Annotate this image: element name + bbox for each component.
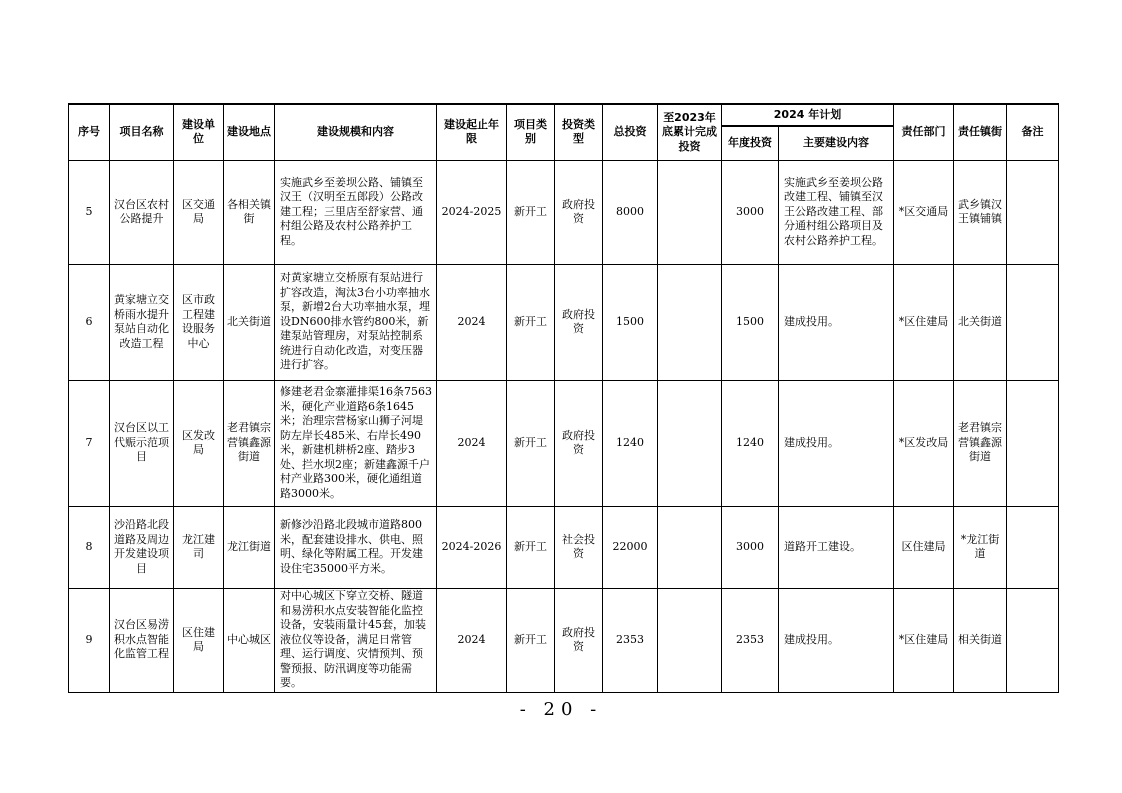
cell-name: 汉台区农村公路提升 — [110, 160, 174, 264]
cell-cumulative — [658, 380, 722, 506]
cell-location: 龙江街道 — [224, 506, 275, 588]
page-number: - 20 - — [519, 699, 603, 720]
cell-category: 新开工 — [507, 380, 555, 506]
cell-name: 黄家塘立交桥雨水提升泵站自动化改造工程 — [110, 264, 174, 380]
cell-period: 2024 — [437, 264, 507, 380]
cell-scope: 修建老君金寨灌排渠16条7563米，硬化产业道路6条1645米；治理宗营杨家山狮子河堤防左岸长485米、右岸长490米，新建机耕桥2座、踏步3处、拦水坝2座；新建鑫源千户村产业路300米，硬化通组道路3000米。 — [275, 380, 437, 506]
cell-unit: 区交通局 — [174, 160, 224, 264]
cell-category: 新开工 — [507, 264, 555, 380]
cell-category: 新开工 — [507, 506, 555, 588]
cell-main-content: 建成投用。 — [779, 588, 894, 692]
header-main-content: 主要建设内容 — [779, 126, 894, 160]
cell-name: 汉台区以工代赈示范项目 — [110, 380, 174, 506]
cell-annual: 3000 — [722, 506, 779, 588]
cell-main-content: 道路开工建设。 — [779, 506, 894, 588]
cell-scope: 对中心城区下穿立交桥、隧道和易涝积水点安装智能化监控设备，安装雨量计45套，加装液位仪等设备，满足日常管理、运行调度、灾情预判、预警预报、防汛调度等功能需要。 — [275, 588, 437, 692]
cell-remark — [1007, 160, 1059, 264]
cell-main-content: 建成投用。 — [779, 380, 894, 506]
cell-name: 汉台区易涝积水点智能化监管工程 — [110, 588, 174, 692]
cell-annual: 1240 — [722, 380, 779, 506]
header-cumulative: 至2023年底累计完成投资 — [658, 104, 722, 160]
cell-invest-type: 政府投资 — [555, 380, 603, 506]
project-table — [68, 103, 1059, 693]
cell-location: 中心城区 — [224, 588, 275, 692]
cell-seq: 6 — [69, 264, 110, 380]
cell-remark — [1007, 264, 1059, 380]
table-row — [69, 588, 1059, 692]
header-scope: 建设规模和内容 — [275, 104, 437, 160]
cell-remark — [1007, 588, 1059, 692]
cell-town: 相关街道 — [954, 588, 1007, 692]
header-category: 项目类别 — [507, 104, 555, 160]
cell-unit: 区市政工程建设服务中心 — [174, 264, 224, 380]
cell-seq: 9 — [69, 588, 110, 692]
table-row — [69, 506, 1059, 588]
cell-total: 1240 — [603, 380, 658, 506]
cell-seq: 5 — [69, 160, 110, 264]
cell-remark — [1007, 380, 1059, 506]
cell-unit: 区住建局 — [174, 588, 224, 692]
cell-period: 2024 — [437, 588, 507, 692]
cell-location: 北关街道 — [224, 264, 275, 380]
cell-seq: 8 — [69, 506, 110, 588]
cell-town: 老君镇宗营镇鑫源街道 — [954, 380, 1007, 506]
cell-cumulative — [658, 160, 722, 264]
cell-cumulative — [658, 506, 722, 588]
header-name: 项目名称 — [110, 104, 174, 160]
cell-period: 2024-2026 — [437, 506, 507, 588]
cell-unit: 龙江建司 — [174, 506, 224, 588]
cell-location: 各相关镇街 — [224, 160, 275, 264]
cell-cumulative — [658, 588, 722, 692]
cell-location: 老君镇宗营镇鑫源街道 — [224, 380, 275, 506]
header-unit: 建设单位 — [174, 104, 224, 160]
cell-scope: 对黄家塘立交桥原有泵站进行扩容改造，淘汰3台小功率抽水泵，新增2台大功率抽水泵，埋设DN600排水管约800米，新建泵站管理房，对泵站控制系统进行自动化改造，对变压器进行扩容。 — [275, 264, 437, 380]
header-location: 建设地点 — [224, 104, 275, 160]
cell-scope: 实施武乡至姜坝公路、铺镇至汉王（汉明至五郎段）公路改建工程；三里店至舒家营、通村组公路及农村公路养护工程。 — [275, 160, 437, 264]
header-remark: 备注 — [1007, 104, 1059, 160]
cell-invest-type: 社会投资 — [555, 506, 603, 588]
cell-town: 武乡镇汉王镇铺镇 — [954, 160, 1007, 264]
header-seq: 序号 — [69, 104, 110, 160]
header-plan-group: 2024 年计划 — [722, 104, 894, 126]
header-town: 责任镇街 — [954, 104, 1007, 160]
table-row — [69, 380, 1059, 506]
cell-remark — [1007, 506, 1059, 588]
table-row — [69, 264, 1059, 380]
cell-total: 8000 — [603, 160, 658, 264]
cell-unit: 区发改局 — [174, 380, 224, 506]
cell-annual: 3000 — [722, 160, 779, 264]
cell-invest-type: 政府投资 — [555, 160, 603, 264]
header-annual: 年度投资 — [722, 126, 779, 160]
cell-dept: 区住建局 — [894, 506, 954, 588]
cell-town: 北关街道 — [954, 264, 1007, 380]
table-row — [69, 160, 1059, 264]
cell-period: 2024-2025 — [437, 160, 507, 264]
cell-main-content: 建成投用。 — [779, 264, 894, 380]
cell-seq: 7 — [69, 380, 110, 506]
cell-annual: 2353 — [722, 588, 779, 692]
header-dept: 责任部门 — [894, 104, 954, 160]
cell-dept: *区住建局 — [894, 588, 954, 692]
cell-cumulative — [658, 264, 722, 380]
cell-annual: 1500 — [722, 264, 779, 380]
cell-period: 2024 — [437, 380, 507, 506]
cell-main-content: 实施武乡至姜坝公路改建工程、铺镇至汉王公路改建工程、部分通村组公路项目及农村公路养护工程。 — [779, 160, 894, 264]
header-period: 建设起止年限 — [437, 104, 507, 160]
cell-dept: *区交通局 — [894, 160, 954, 264]
cell-total: 2353 — [603, 588, 658, 692]
cell-invest-type: 政府投资 — [555, 264, 603, 380]
cell-dept: *区住建局 — [894, 264, 954, 380]
cell-total: 1500 — [603, 264, 658, 380]
cell-scope: 新修沙沿路北段城市道路800米，配套建设排水、供电、照明、绿化等附属工程。开发建设住宅35000平方米。 — [275, 506, 437, 588]
cell-category: 新开工 — [507, 160, 555, 264]
header-invest-type: 投资类型 — [555, 104, 603, 160]
cell-name: 沙沿路北段道路及周边开发建设项目 — [110, 506, 174, 588]
cell-dept: *区发改局 — [894, 380, 954, 506]
cell-category: 新开工 — [507, 588, 555, 692]
cell-total: 22000 — [603, 506, 658, 588]
cell-invest-type: 政府投资 — [555, 588, 603, 692]
header-total: 总投资 — [603, 104, 658, 160]
cell-town: *龙江街道 — [954, 506, 1007, 588]
